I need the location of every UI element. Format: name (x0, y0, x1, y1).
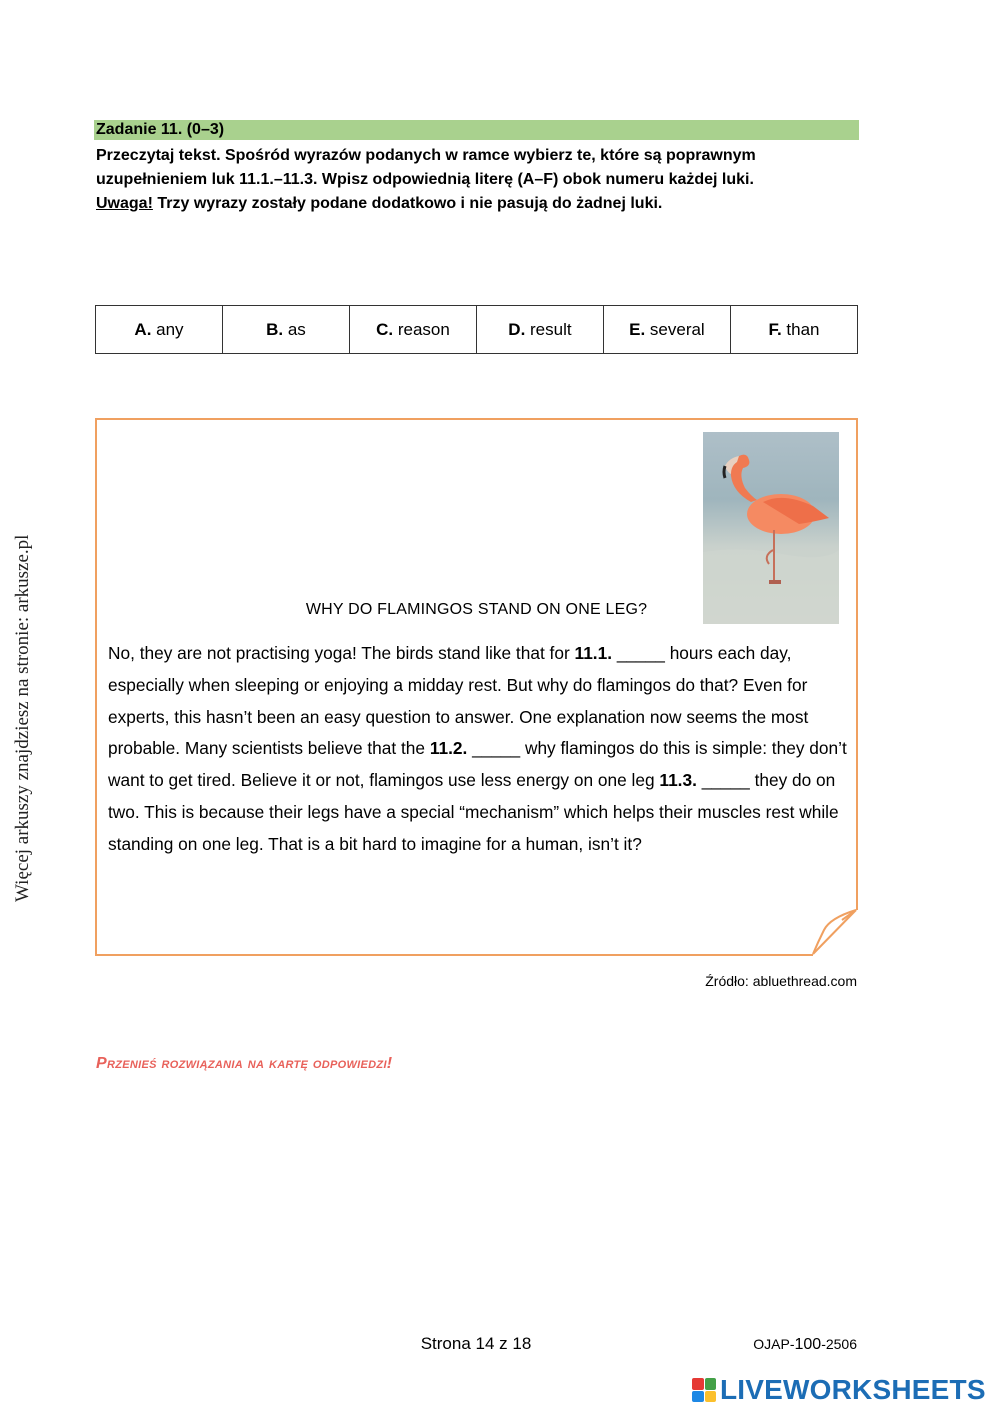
frame-right-border (856, 418, 858, 910)
option-e: E. several (603, 306, 730, 354)
option-b: B. as (222, 306, 349, 354)
option-c: C. reason (349, 306, 476, 354)
gap-11-2-label: 11.2. (429, 738, 468, 759)
flamingo-photo (703, 432, 839, 624)
note-text: Trzy wyrazy zostały podane dodatkowo i nie pasują do żadnej luki. (152, 195, 663, 212)
gap-11-1-blank[interactable]: _____ (612, 643, 670, 663)
option-f: F. than (730, 306, 857, 354)
gap-11-3-blank[interactable]: _____ (696, 770, 755, 791)
exam-code: OJAP-100-2506 (753, 1336, 857, 1353)
gap-11-1-label: 11.1. (574, 643, 613, 663)
word-options-box (95, 305, 858, 354)
liveworksheets-brand (692, 1374, 986, 1406)
source-credit: Źródło: abluethread.com (705, 973, 857, 989)
transfer-note: Przenieś rozwiązania na kartę odpowiedzi! (96, 1055, 393, 1072)
note-label: Uwaga! (96, 195, 153, 212)
passage-text: No, they are not practising yoga! The birds stand like that for 11.1. _____ hours each day, especially when sleeping or enjoying a midday rest. But why do flamingos do that? Even for experts, this hasn’t been an easy question to answer. One explanation now seems the most probable. Many scientists believe that the 11.2. _____ why flamingos do this is simple: they don’t want to get tired. Believe it or not, flamingos use less energy on one leg 11.3. _____ they do on two. This is because their legs have a special “mechanism” which helps their muscles rest while standing on one leg. That is a bit hard to imagine for a human, isn’t it? (108, 643, 847, 854)
gap-11-3-label: 11.3. (659, 770, 697, 791)
page-curl-corner (810, 908, 860, 958)
brand-text: LIVEWORKSHEETS (720, 1374, 986, 1405)
brand-logo-icon (692, 1378, 716, 1402)
frame-bottom-border (95, 954, 813, 956)
task-instructions (96, 144, 856, 216)
side-watermark-text: Więcej arkuszy znajdziesz na stronie: arkusze.pl (12, 534, 33, 902)
instruction-text: Przeczytaj tekst. Spośród wyrazów podanych w ramce wybierz te, które są poprawnym uzupełnieniem luk 11.1.–11.3. Wpisz odpowiednią literę (A–F) obok numeru każdej luki. (96, 147, 756, 188)
option-d: D. result (476, 306, 603, 354)
gap-11-2-blank[interactable]: _____ (467, 738, 525, 759)
option-a: A. any (96, 306, 223, 354)
task-header: Zadanie 11. (0–3) (94, 120, 859, 140)
passage-title: WHY DO FLAMINGOS STAND ON ONE LEG? (305, 601, 648, 618)
page-number: Strona 14 z 18 (420, 1334, 532, 1353)
